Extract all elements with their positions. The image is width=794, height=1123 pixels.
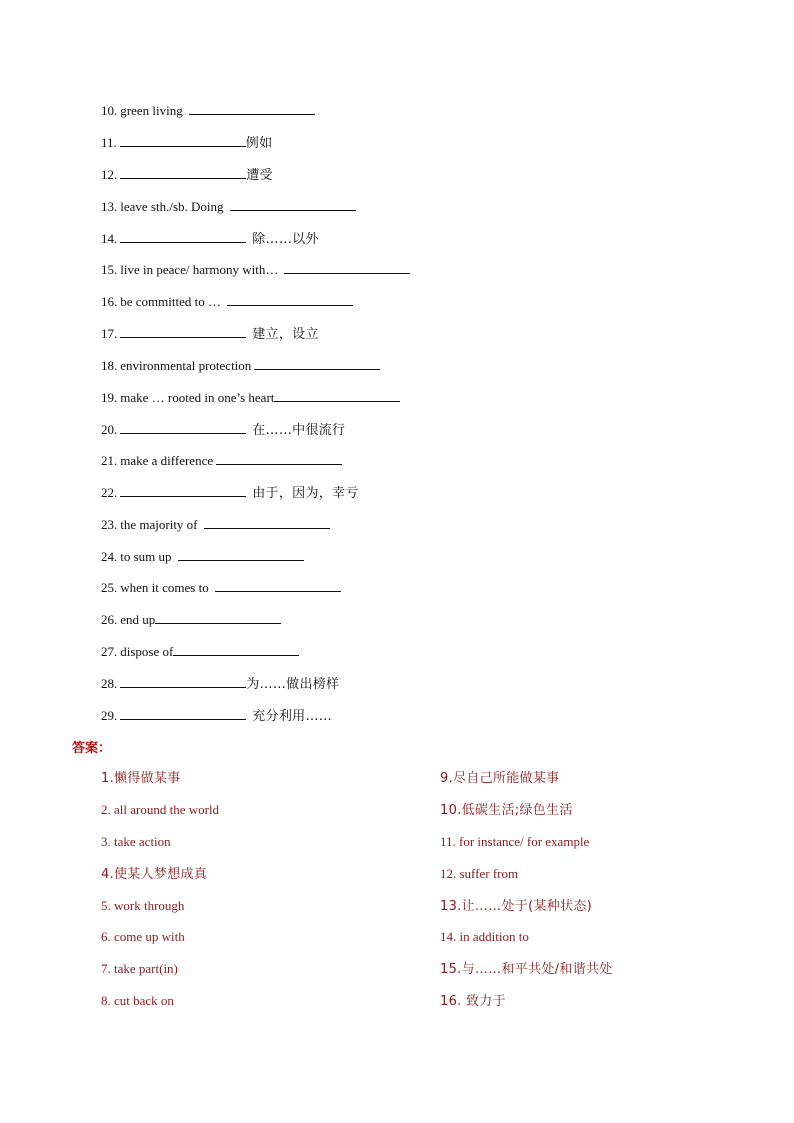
answer-item: 1.懒得做某事 bbox=[101, 771, 181, 786]
question-number: 28. bbox=[101, 676, 118, 691]
answer-item: 11. for instance/ for example bbox=[440, 834, 590, 849]
answer-blank[interactable] bbox=[120, 674, 246, 688]
question-number: 27. bbox=[101, 644, 118, 659]
answer-blank[interactable] bbox=[120, 165, 246, 179]
question-16 bbox=[101, 292, 353, 311]
question-number: 13. bbox=[101, 199, 118, 214]
answer-item: 3. take action bbox=[101, 834, 171, 849]
question-chinese: 由于，因为，幸亏 bbox=[252, 486, 359, 501]
question-prompt: live in peace/ harmony with… bbox=[120, 262, 279, 277]
question-number: 25. bbox=[101, 580, 118, 595]
answer-item: 14. in addition to bbox=[440, 929, 529, 944]
answer-blank[interactable] bbox=[120, 324, 246, 338]
answer-blank[interactable] bbox=[120, 420, 246, 434]
question-number: 29. bbox=[101, 708, 118, 723]
question-number: 19. bbox=[101, 390, 118, 405]
question-number: 12. bbox=[101, 167, 118, 182]
answer-blank[interactable] bbox=[189, 101, 315, 115]
question-28 bbox=[101, 674, 339, 694]
question-chinese: 为……做出榜样 bbox=[246, 677, 340, 692]
answer-item: 2. all around the world bbox=[101, 802, 220, 817]
answer-blank[interactable] bbox=[155, 610, 281, 624]
question-chinese: 遭受 bbox=[246, 168, 273, 183]
question-prompt: the majority of bbox=[120, 517, 198, 532]
question-prompt: green living bbox=[120, 103, 183, 118]
question-prompt: environmental protection bbox=[120, 358, 252, 373]
question-number: 16. bbox=[101, 294, 118, 309]
answer-item: 10.低碳生活;绿色生活 bbox=[440, 803, 573, 818]
question-14 bbox=[101, 229, 319, 249]
answer-blank[interactable] bbox=[227, 292, 353, 306]
question-number: 22. bbox=[101, 485, 118, 500]
answer-blank[interactable] bbox=[284, 260, 410, 274]
question-27 bbox=[101, 642, 299, 661]
answers-heading: 答案： bbox=[72, 741, 112, 756]
question-number: 20. bbox=[101, 422, 118, 437]
answer-blank[interactable] bbox=[254, 356, 380, 370]
answer-blank[interactable] bbox=[173, 642, 299, 656]
question-chinese: 充分利用…… bbox=[252, 709, 333, 724]
question-20 bbox=[101, 420, 345, 440]
answer-blank[interactable] bbox=[120, 706, 246, 720]
answer-blank[interactable] bbox=[274, 388, 400, 402]
answer-item: 6. come up with bbox=[101, 929, 185, 944]
answer-item: 15.与……和平共处/和谐共处 bbox=[440, 962, 613, 977]
question-23 bbox=[101, 515, 330, 534]
answer-item: 5. work through bbox=[101, 898, 185, 913]
question-29 bbox=[101, 706, 332, 726]
answer-item: 9.尽自己所能做某事 bbox=[440, 771, 560, 786]
question-prompt: leave sth./sb. Doing bbox=[120, 199, 224, 214]
answer-item: 13.让……处于(某种状态) bbox=[440, 899, 593, 914]
question-10 bbox=[101, 101, 315, 120]
answer-blank[interactable] bbox=[204, 515, 330, 529]
question-number: 15. bbox=[101, 262, 118, 277]
question-13 bbox=[101, 197, 356, 216]
question-24 bbox=[101, 547, 304, 566]
question-prompt: make … rooted in one’s heart bbox=[120, 390, 275, 405]
question-chinese: 在……中很流行 bbox=[252, 423, 346, 438]
answer-blank[interactable] bbox=[120, 229, 246, 243]
question-11 bbox=[101, 133, 272, 153]
question-number: 23. bbox=[101, 517, 118, 532]
question-number: 14. bbox=[101, 231, 118, 246]
question-prompt: make a difference bbox=[120, 453, 214, 468]
question-number: 10. bbox=[101, 103, 118, 118]
question-chinese: 建立，设立 bbox=[252, 327, 319, 342]
answer-item: 16. 致力于 bbox=[440, 994, 506, 1009]
question-26 bbox=[101, 610, 281, 629]
question-chinese: 除……以外 bbox=[252, 232, 319, 247]
question-22 bbox=[101, 483, 359, 503]
question-number: 18. bbox=[101, 358, 118, 373]
answer-item: 12. suffer from bbox=[440, 866, 519, 881]
answer-item: 4.使某人梦想成真 bbox=[101, 867, 208, 882]
answer-blank[interactable] bbox=[216, 451, 342, 465]
answer-item: 7. take part(in) bbox=[101, 961, 178, 976]
answer-blank[interactable] bbox=[215, 578, 341, 592]
question-number: 17. bbox=[101, 326, 118, 341]
question-number: 21. bbox=[101, 453, 118, 468]
question-21 bbox=[101, 451, 342, 470]
question-19 bbox=[101, 388, 400, 407]
question-15 bbox=[101, 260, 410, 279]
question-12 bbox=[101, 165, 273, 185]
question-chinese: 例如 bbox=[245, 136, 273, 151]
answer-blank[interactable] bbox=[120, 483, 246, 497]
question-number: 11. bbox=[101, 135, 117, 150]
answer-blank[interactable] bbox=[120, 133, 246, 147]
question-prompt: end up bbox=[120, 612, 156, 627]
question-25 bbox=[101, 578, 341, 597]
answer-blank[interactable] bbox=[230, 197, 356, 211]
question-prompt: when it comes to bbox=[120, 580, 209, 595]
answer-item: 8. cut back on bbox=[101, 993, 174, 1008]
question-number: 26. bbox=[101, 612, 118, 627]
question-prompt: be committed to … bbox=[120, 294, 221, 309]
question-prompt: dispose of bbox=[120, 644, 174, 659]
answer-blank[interactable] bbox=[178, 547, 304, 561]
question-number: 24. bbox=[101, 549, 118, 564]
question-17 bbox=[101, 324, 319, 344]
question-prompt: to sum up bbox=[120, 549, 172, 564]
question-18 bbox=[101, 356, 380, 375]
